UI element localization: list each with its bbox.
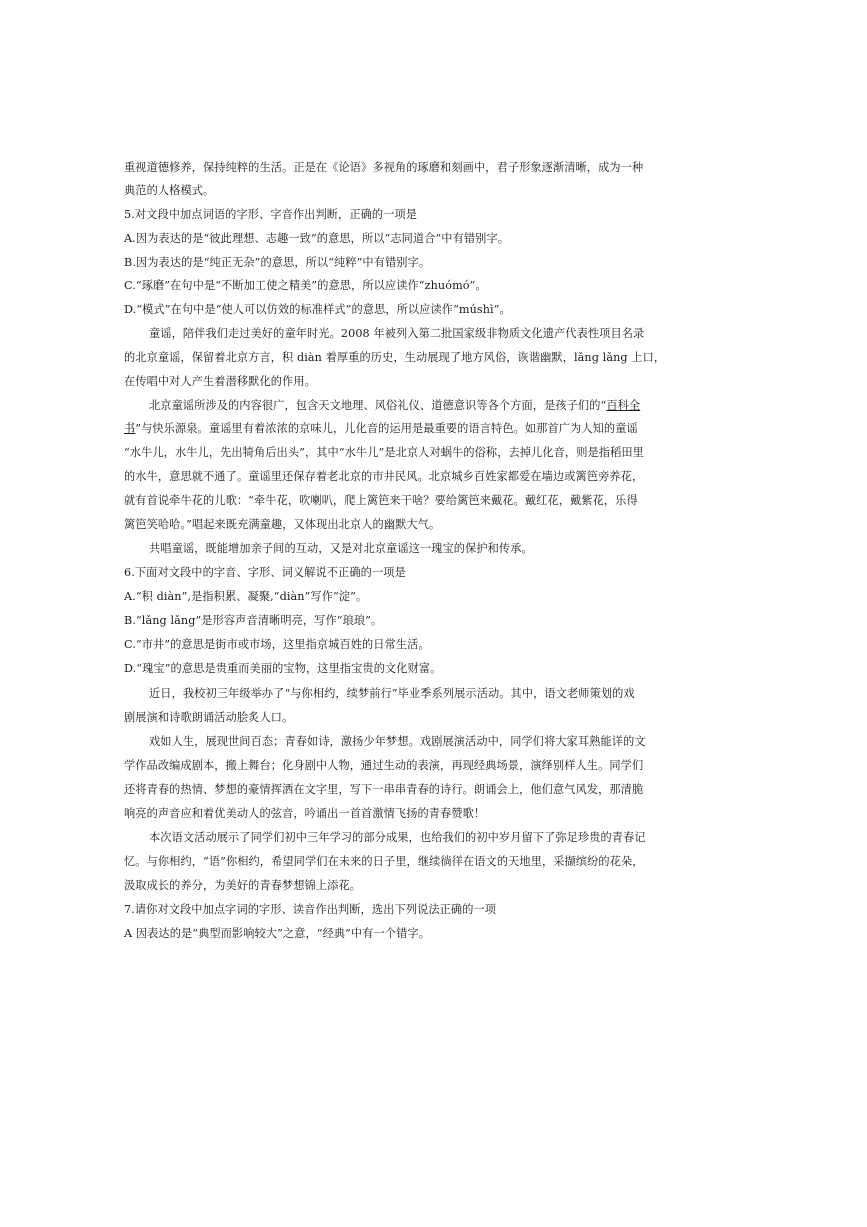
passage1-line1: 重视道德修养，保持纯粹的生活。正是在《论语》多视角的琢磨和刻画中，君子形象逐渐清晰，成为一种 — [124, 161, 644, 174]
passage2-p2-line4: 的水牛，意思就不通了。童谣里还保存着老北京的市井民风。北京城乡百姓家都爱在墙边或篱笆旁养花， — [124, 470, 644, 483]
passage3-p2-line4: 响亮的声音应和着优美动人的弦音，吟诵出一首首激情飞扬的青春赞歌！ — [124, 807, 486, 820]
question-5-option-a: A.因为表达的是“彼此理想、志趣一致”的意思，所以“志同道合”中有错别字。 — [124, 232, 510, 245]
passage3-p1-line2: 剧展演和诗歌朗诵活动脍炙人口。 — [124, 711, 294, 724]
passage2-p2-line2 — [124, 421, 724, 437]
passage3-p3-line2: 忆。与你相约，“语”你相约，希望同学们在未来的日子里，继续徜徉在语文的天地里，采撷缤纷的花朵， — [124, 855, 644, 868]
passage2-p1-line1: 童谣，陪伴我们走过美好的童年时光。2008 年被列入第二批国家级非物质文化遗产代表性项目名录 — [149, 327, 645, 340]
passage2-p2-line1-text: 北京童谣所涉及的内容很广，包含天文地理、风俗礼仪、道德意识等各个方面，是孩子们的“ — [149, 399, 607, 412]
passage3-p2-line1: 戏如人生，展现世间百态；青春如诗，激扬少年梦想。戏剧展演活动中，同学们将大家耳熟能详的文 — [149, 735, 646, 748]
question-6-option-d: D.“瑰宝”的意思是贵重而美丽的宝物，这里指宝贵的文化财富。 — [124, 662, 442, 675]
passage2-p2-line6: 篱笆笑哈哈。”唱起来既充满童趣，又体现出北京人的幽默大气。 — [124, 518, 441, 531]
question-5-option-b: B.因为表达的是“纯正无杂”的意思，所以“纯粹”中有错别字。 — [124, 256, 431, 269]
underlined-term: 书 — [124, 422, 136, 435]
question-6-option-a: A.“积 diàn”,是指积累、凝聚,“diàn”写作“淀”。 — [124, 590, 368, 603]
passage3-p3-line1: 本次语文活动展示了同学们初中三年学习的部分成果，也给我们的初中岁月留下了弥足珍贵的青春记 — [149, 831, 646, 844]
passage2-p2-line5: 就有首说牵牛花的儿歌：“牵牛花，吹喇叭，爬上篱笆来干啥？要给篱笆来戴花。戴红花，戴紫花，乐得 — [124, 494, 638, 507]
question-5-option-d: D.“模式”在句中是“使人可以仿效的标准样式”的意思，所以应读作“múshì”。 — [124, 303, 511, 316]
passage3-p1-line1: 近日，我校初三年级举办了“与你相约，续梦前行”毕业季系列展示活动。其中，语文老师策划的戏 — [149, 687, 635, 700]
question-6-stem: 6.下面对文段中的字音、字形、词义解说不正确的一项是 — [124, 566, 406, 579]
passage1-line2: 典范的人格模式。 — [124, 184, 215, 197]
passage3-p2-line3: 还将青春的热情、梦想的豪情挥洒在文字里，写下一串串青春的诗行。朗诵会上，他们意气风发，那清脆 — [124, 783, 644, 796]
passage2-p1-line3: 在传唱中对人产生着潜移默化的作用。 — [124, 375, 316, 388]
question-7-stem: 7.请你对文段中加点字词的字形、读音作出判断，选出下列说法正确的一项 — [124, 903, 497, 916]
passage3-p3-line3: 汲取成长的养分，为美好的青春梦想锦上添花。 — [124, 879, 362, 892]
passage2-p3: 共唱童谣，既能增加亲子间的互动，又是对北京童谣这一瑰宝的保护和传承。 — [149, 542, 533, 555]
passage2-p2-line3: “水牛儿，水牛儿，先出犄角后出头”，其中“水牛儿”是北京人对蜗牛的俗称，去掉儿化音，则是指稻田里 — [124, 446, 644, 459]
passage2-p1-line2: 的北京童谣，保留着北京方言，积 diàn 着厚重的历史，生动展现了地方风俗，诙谐幽默，lǎng lǎng 上口， — [124, 351, 666, 364]
question-6-option-b: B.“lǎng lǎng”是形容声音清晰明亮，写作“琅琅”。 — [124, 614, 383, 627]
question-5-stem: 5.对文段中加点词语的字形、字音作出判断，正确的一项是 — [124, 208, 418, 221]
underlined-term: 百科全 — [606, 399, 641, 412]
passage2-p2-line2-text: ”与快乐源泉。童谣里有着浓浓的京味儿，儿化音的运用是最重要的语言特色。如那首广为人知的童谣 — [135, 422, 638, 435]
passage3-p2-line2: 学作品改编成剧本，搬上舞台；化身剧中人物，通过生动的表演，再现经典场景，演绎别样人生。同学们 — [124, 759, 644, 772]
passage2-p2-line1 — [149, 398, 749, 414]
question-7-option-a: A 因表达的是“典型而影响较大”之意，“经典”中有一个错字。 — [124, 927, 431, 940]
question-5-option-c: C.“琢磨”在句中是“不断加工使之精美”的意思，所以应读作“zhuómó”。 — [124, 279, 487, 292]
question-6-option-c: C.“市井”的意思是街市或市场，这里指京城百姓的日常生活。 — [124, 638, 430, 651]
